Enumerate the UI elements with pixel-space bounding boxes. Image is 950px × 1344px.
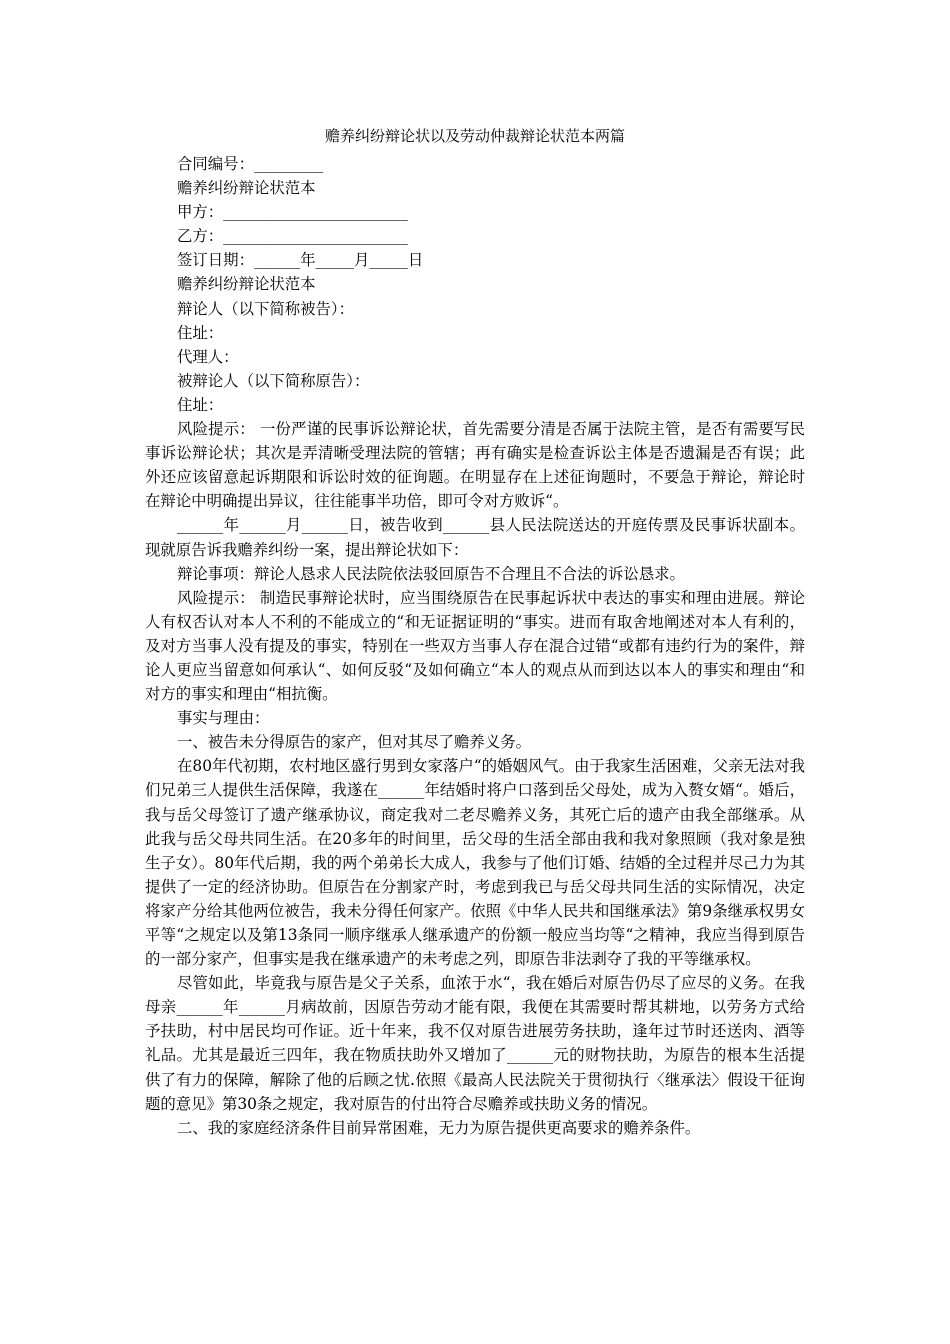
plaintiff-address-line: 住址：: [177, 395, 224, 414]
defendant-address-line: 住址：: [177, 323, 224, 342]
section-subtitle: 赡养纠纷辩论状范本: [177, 179, 316, 198]
risk-tip-paragraph-1: 风险提示： 一份严谨的民事诉讼辩论状，首先需要分清是否属于法院主管，是否有需要写民事诉讼辩论状；其次是弄清晰受理法院的管辖；再有确实是检查诉讼主体是否遗漏是否有误；此外还应该留意起诉期限和诉讼时效的征询题。在明显存在上述征询题时，不要急于辩论，辩论时在辩论中明确提出异议，往往能事半功倍，即可令对方败诉“。: [145, 420, 805, 511]
plaintiff-line: 被辩论人（以下简称原告）：: [177, 371, 370, 390]
facts-heading: 事实与理由：: [177, 709, 270, 728]
party-a-line: 甲方：________________________: [177, 203, 408, 222]
sign-date-line: 签订日期：______年_____月_____日: [177, 251, 424, 270]
facts-paragraph-1: 在80年代初期，农村地区盛行男到女家落户“的婚姻风气。由于我家生活困难，父亲无法对我们兄弟三人提供生活保障，我遂在______年结婚时将户口落到岳父母处，成为入赘女婿“。婚后，我与岳父母签订了遗产继承协议，商定我对二老尽赡养义务，其死亡后的遗产由我全部继承。从此我与岳父母共同生活。在20多年的时间里，岳父母的生活全部由我和我对象照顾（我对象是独生子女）。80年代后期，我的两个弟弟长大成人，我参与了他们订婚、结婚的全过程并尽己力为其提供了一定的经济协助。但原告在分割家产时，考虑到我已与岳父母共同生活的实际情况，决定将家产分给其他两位被告，我未分得任何家产。依照《中华人民共和国继承法》第9条继承权男女平等“之规定以及第13条同一顺序继承人继承遗产的份额一般应当均等“之精神，我应当得到原告的一部分家产，但事实是我在继承遗产的未考虑之列，即原告非法剥夺了我的平等继承权。: [145, 757, 805, 969]
defendant-line: 辩论人（以下简称被告）：: [177, 299, 354, 318]
intro-paragraph: ______年______月______日，被告收到______县人民法院送达的开庭传票及民事诉状副本。现就原告诉我赡养纠纷一案，提出辩论状如下：: [145, 516, 805, 559]
document-title: 赡养纠纷辩论状以及劳动仲裁辩论状范本两篇: [324, 127, 625, 145]
agent-line: 代理人：: [177, 347, 239, 366]
point-one-heading: 一、被告未分得原告的家产，但对其尽了赡养义务。: [177, 733, 531, 752]
section-subtitle-2: 赡养纠纷辩论状范本: [177, 275, 316, 294]
document-body: [145, 152, 805, 1140]
defense-matter-paragraph: 辩论事项：辩论人恳求人民法院依法驳回原告不合理且不合法的诉讼恳求。: [177, 564, 685, 583]
contract-number-line: 合同编号：_________: [177, 155, 324, 173]
facts-paragraph-2: 尽管如此，毕竟我与原告是父子关系，血浓于水“，我在婚后对原告仍尽了应尽的义务。在我母亲______年______月病故前，因原告劳动才能有限，我便在其需要时帮其耕地，以劳务方式给予扶助，村中居民均可作证。近十年来，我不仅对原告进展劳务扶助，逢年过节时还送肉、酒等礼品。尤其是最近三四年，我在物质扶助外又增加了______元的财物扶助，为原告的根本生活提供了有力的保障，解除了他的后顾之忧.依照《最高人民法院关于贯彻执行〈继承法〉假设干征询题的意见》第30条之规定，我对原告的付出符合尽赡养或扶助义务的情况。: [145, 974, 805, 1113]
party-b-line: 乙方：________________________: [177, 227, 408, 246]
risk-tip-paragraph-2: 风险提示： 制造民事辩论状时，应当围绕原告在民事起诉状中表达的事实和理由进展。辩论人有权否认对本人不利的不能成立的“和无证据证明的“事实。进而有取舍地阐述对本人有利的，及对方当事人没有提及的事实，特别在一些双方当事人存在混合过错“或都有违约行为的案件，辩论人更应当留意如何承认“、如何反驳“及如何确立“本人的观点从而到达以本人的事实和理由“和对方的事实和理由“相抗衡。: [145, 588, 805, 704]
point-two-heading: 二、我的家庭经济条件目前异常困难，无力为原告提供更高要求的赡养条件。: [177, 1118, 701, 1137]
